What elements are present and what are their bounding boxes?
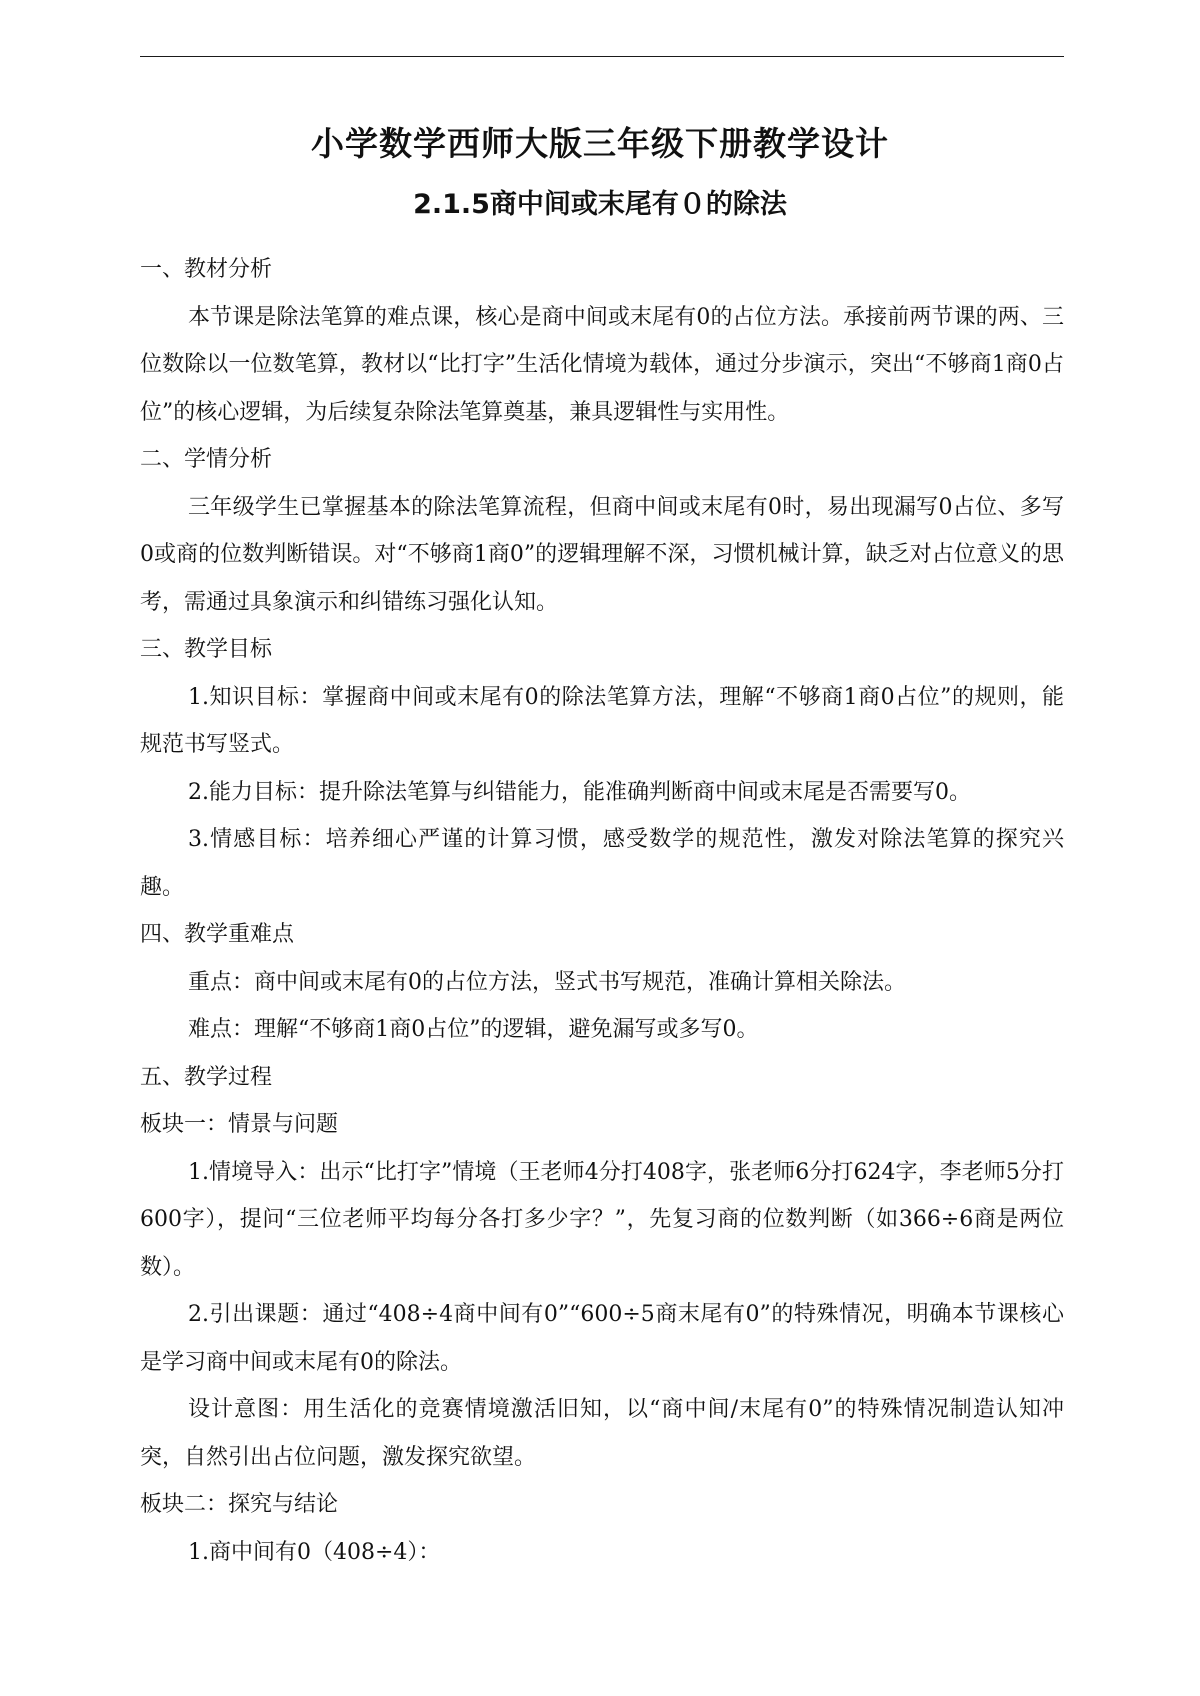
section-heading-teaching-goals: 三、教学目标	[140, 637, 273, 662]
header-rule	[140, 56, 1064, 57]
section-heading-student-analysis: 二、学情分析	[140, 447, 273, 472]
document-body	[140, 246, 1064, 1576]
section-heading-textbook-analysis: 一、教材分析	[140, 257, 273, 282]
paragraph-textbook-analysis: 本节课是除法笔算的难点课，核心是商中间或末尾有0的占位方法。承接前两节课的两、三位数除以一位数笔算，教材以“比打字”生活化情境为载体，通过分步演示，突出“不够商1商0占位”的核心逻辑，为后续复杂除法笔算奠基，兼具逻辑性与实用性。	[140, 304, 1064, 425]
paragraph-key-point: 重点：商中间或末尾有0的占位方法，竖式书写规范，准确计算相关除法。	[188, 969, 906, 995]
section-heading-teaching-process: 五、教学过程	[140, 1064, 273, 1090]
paragraph-scenario-intro: 1.情境导入：出示“比打字”情境（王老师4分打408字，张老师6分打624字，李老师5分打600字），提问“三位老师平均每分各打多少字？”，先复习商的位数判断（如366÷6商是两位数）。	[140, 1159, 1064, 1280]
paragraph-knowledge-goal: 1.知识目标：掌握商中间或末尾有0的除法笔算方法，理解“不够商1商0占位”的规则，能规范书写竖式。	[140, 684, 1064, 757]
section-heading-key-difficulties: 四、教学重难点	[140, 922, 295, 947]
paragraph-design-intent: 设计意图：用生活化的竞赛情境激活旧知，以“商中间/末尾有0”的特殊情况制造认知冲突，自然引出占位问题，激发探究欲望。	[140, 1397, 1064, 1470]
paragraph-difficult-point: 难点：理解“不够商1商0占位”的逻辑，避免漏写或多写0。	[188, 1017, 759, 1042]
paragraph-ability-goal: 2.能力目标：提升除法笔算与纠错能力，能准确判断商中间或末尾是否需要写0。	[188, 779, 971, 805]
block-heading-scenario-question: 板块一：情景与问题	[140, 1112, 339, 1137]
lesson-subtitle: 2.1.5商中间或末尾有０的除法	[413, 189, 787, 220]
paragraph-introduce-topic: 2.引出课题：通过“408÷4商中间有0”“600÷5商末尾有0”的特殊情况，明确本节课核心是学习商中间或末尾有0的除法。	[140, 1302, 1064, 1375]
paragraph-student-analysis: 三年级学生已掌握基本的除法笔算流程，但商中间或末尾有0时，易出现漏写0占位、多写0或商的位数判断错误。对“不够商1商0”的逻辑理解不深，习惯机械计算，缺乏对占位意义的思考，需通过具象演示和纠错练习强化认知。	[140, 494, 1064, 615]
block-heading-explore-conclude: 板块二：探究与结论	[140, 1492, 339, 1517]
document-title: 小学数学西师大版三年级下册教学设计	[311, 124, 889, 163]
paragraph-emotion-goal: 3.情感目标：培养细心严谨的计算习惯，感受数学的规范性，激发对除法笔算的探究兴趣。	[140, 827, 1064, 900]
paragraph-middle-zero-example: 1.商中间有0（408÷4）：	[188, 1539, 441, 1565]
